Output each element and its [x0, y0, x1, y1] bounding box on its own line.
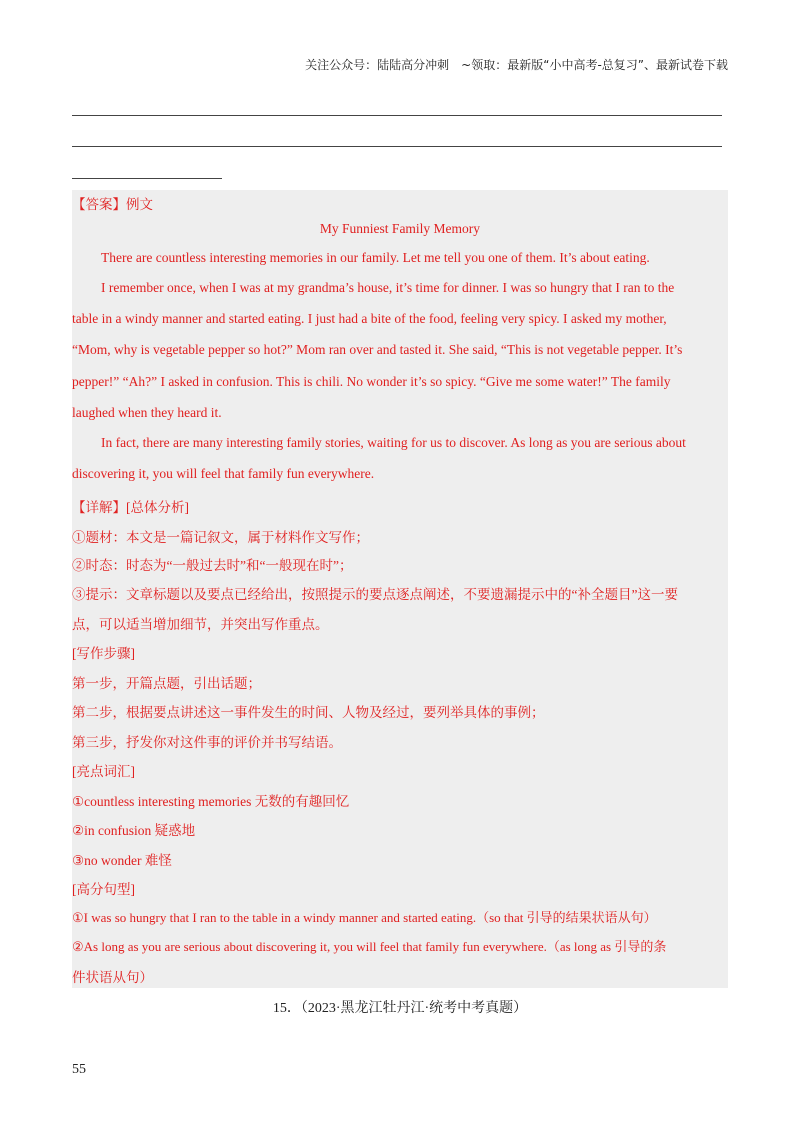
vocab-label: [亮点词汇] [72, 764, 135, 779]
essay-line: I remember once, when I was at my grandma’s house, it’s time for dinner. I was so hungry that I ran to the [101, 280, 675, 295]
answer-label: 【答案】例文 [72, 197, 153, 212]
essay-line: There are countless interesting memories in our family. Let me tell you one of them. It’s about eating. [101, 250, 650, 265]
essay-line: pepper!” “Ah?” I asked in confusion. This is chili. No wonder it’s so spicy. “Give me some water!” The family [72, 374, 671, 389]
answer-line-3 [72, 178, 222, 179]
steps-label: [写作步骤] [72, 646, 135, 661]
vocab-item: ②in confusion 疑惑地 [72, 823, 196, 838]
essay-title: My Funniest Family Memory [319, 221, 481, 236]
vocab-item: ①countless interesting memories 无数的有趣回忆 [72, 794, 350, 809]
step-item: 第二步，根据要点讲述这一事件发生的时间、人物及经过，要列举具体的事例； [72, 705, 545, 720]
sentence-item: ②As long as you are serious about discovering it, you will feel that family fun everywhere.（as long as 引导的条 [72, 939, 667, 954]
answer-line-2 [72, 146, 722, 147]
answer-line-1 [72, 115, 722, 116]
essay-line: “Mom, why is vegetable pepper so hot?” Mom ran over and tasted it. She said, “This is not vegetable pepper. It’s [72, 342, 683, 357]
sentence-label: [高分句型] [72, 882, 135, 897]
analysis-item: ①题材：本文是一篇记叙文，属于材料作文写作； [72, 530, 369, 545]
page-number: 55 [72, 1062, 86, 1077]
analysis-item: ②时态：时态为“一般过去时”和“一般现在时”； [72, 558, 353, 573]
vocab-item: ③no wonder 难怪 [72, 853, 172, 868]
essay-line: discovering it, you will feel that family fun everywhere. [72, 466, 375, 481]
analysis-item: ③提示：文章标题以及要点已经给出，按照提示的要点逐点阐述，不要遗漏提示中的“补全题目”这一要 [72, 587, 678, 602]
step-item: 第三步，抒发你对这件事的评价并书写结语。 [72, 735, 342, 750]
essay-line: In fact, there are many interesting family stories, waiting for us to discover. As long as you are serious about [101, 435, 686, 450]
sentence-item: ①I was so hungry that I ran to the table in a windy manner and started eating.（so that 引导的结果状语从句） [72, 910, 657, 925]
step-item: 第一步，开篇点题，引出话题； [72, 676, 261, 691]
analysis-item: 点，可以适当增加细节，并突出写作重点。 [72, 617, 329, 632]
sentence-item: 件状语从句） [72, 970, 153, 985]
answer-section [72, 190, 728, 988]
analysis-label: 【详解】[总体分析] [72, 500, 189, 515]
essay-line: table in a windy manner and started eating. I just had a bite of the food, feeling very spicy. I asked my mother, [72, 311, 667, 326]
page-header: 关注公众号：陆陆高分冲刺 ~领取：最新版“小中高考-总复习”、最新试卷下载 [305, 58, 728, 72]
essay-line: laughed when they heard it. [72, 405, 222, 420]
next-question-heading: 15．（2023·黑龙江牡丹江·统考中考真题） [272, 1001, 528, 1016]
